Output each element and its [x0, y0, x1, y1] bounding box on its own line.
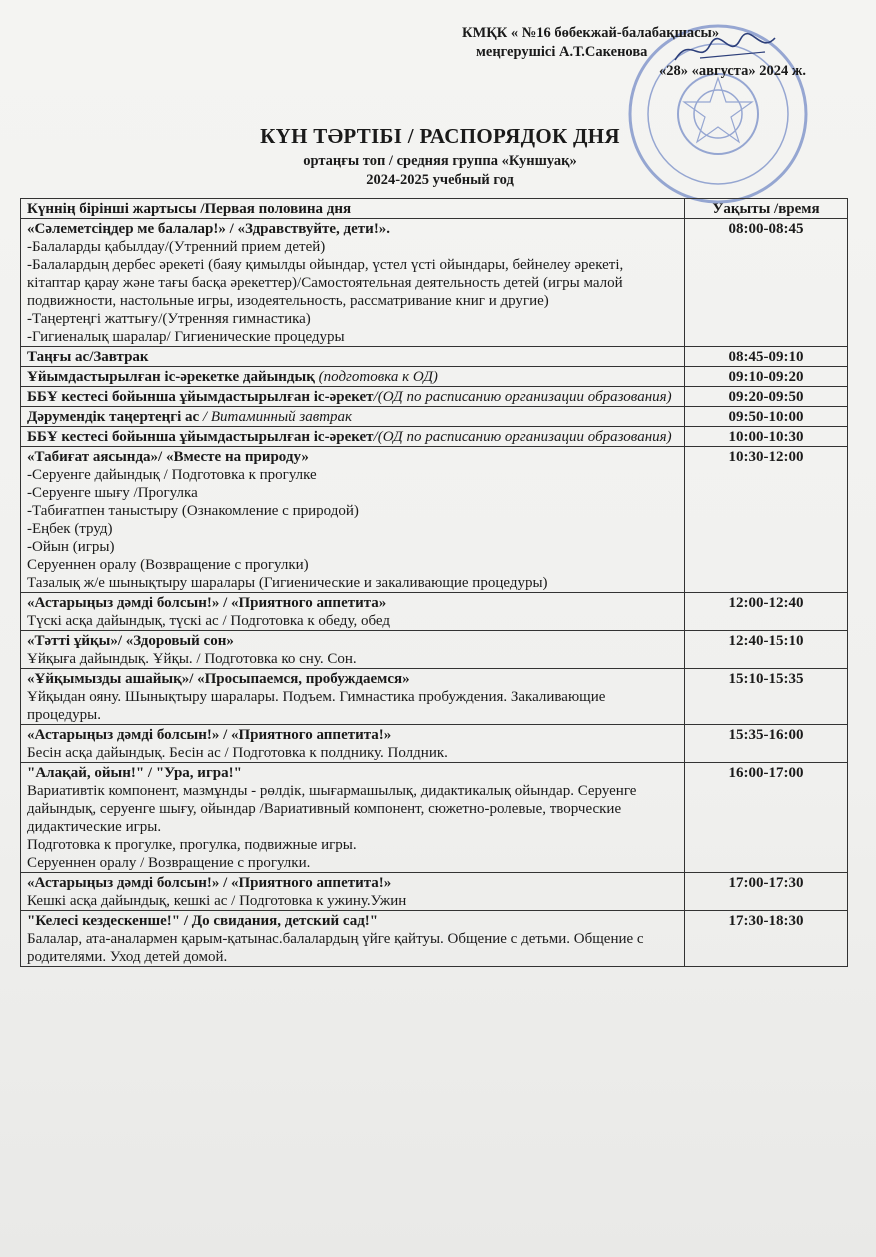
- table-row: [21, 219, 848, 347]
- activity-cell: [21, 763, 685, 873]
- activity-heading: ББҰ кестесі бойынша ұйымдастырылған іс-әрекет: [27, 389, 374, 405]
- approval-org: КМҚК « №16 бөбекжай-балабақшасы»: [462, 25, 720, 41]
- table-header-row: [21, 199, 848, 219]
- activity-line: Серуеннен оралу / Возвращение с прогулки.: [27, 855, 311, 871]
- title-block: [160, 124, 720, 189]
- time-cell: 16:00-17:00: [685, 763, 848, 873]
- activity-line: -Гигиеналық шаралар/ Гигиенические процедуры: [27, 329, 345, 345]
- activity-line: Балалар, ата-аналармен қарым-қатынас.балалардың үйге қайтуы. Общение с детьми. Общение с родителями. Уход детей домой.: [27, 931, 644, 965]
- activity-line: Подготовка к прогулке, прогулка, подвижные игры.: [27, 837, 357, 853]
- schedule-rows: [21, 219, 848, 967]
- header-time: Уақыты /время: [685, 199, 848, 219]
- schedule-table: [20, 198, 848, 967]
- activity-line: -Таңертеңгі жаттығу/(Утренняя гимнастика): [27, 311, 311, 327]
- time-cell: 17:00-17:30: [685, 873, 848, 911]
- activity-line: -Балаларды қабылдау/(Утренний прием детей): [27, 239, 326, 255]
- approval-date: «28» «августа» 2024 ж.: [659, 63, 806, 79]
- activity-heading: Таңғы ас/Завтрак: [27, 349, 149, 365]
- activity-heading-note: /(ОД по расписанию организации образования): [373, 429, 672, 445]
- time-cell: 08:45-09:10: [685, 347, 848, 367]
- activity-heading: «Ұйқымызды ашайық»/ «Просыпаемся, пробуждаемся»: [27, 671, 410, 687]
- table-row: [21, 873, 848, 911]
- activity-heading: «Астарыңыз дәмді болсын!» / «Приятного аппетита!»: [27, 875, 392, 891]
- group-subtitle: ортаңғы топ / средняя группа «Куншуақ»: [303, 153, 577, 169]
- activity-cell: [21, 367, 685, 387]
- table-row: [21, 387, 848, 407]
- activity-cell: [21, 427, 685, 447]
- activity-cell: [21, 873, 685, 911]
- activity-cell: [21, 725, 685, 763]
- activity-heading-note: / Витаминный завтрак: [199, 409, 353, 425]
- activity-cell: [21, 347, 685, 367]
- table-row: [21, 631, 848, 669]
- approval-block: [462, 24, 812, 81]
- activity-line: Вариативтік компонент, мазмұнды - рөлдік, шығармашылық, дидактикалық ойындар. Серуенге дайындық, серуенге шығу, ойындар /Вариативный компонент, сюжетно-ролевые, творческие дидактические игры.: [27, 783, 637, 835]
- time-cell: 12:40-15:10: [685, 631, 848, 669]
- time-cell: 15:10-15:35: [685, 669, 848, 725]
- time-cell: 09:20-09:50: [685, 387, 848, 407]
- activity-heading: "Келесі кездескенше!" / До свидания, детский сад!": [27, 913, 379, 929]
- activity-cell: [21, 669, 685, 725]
- activity-cell: [21, 631, 685, 669]
- activity-cell: [21, 447, 685, 593]
- activity-cell: [21, 911, 685, 967]
- activity-line: Ұйқыдан ояну. Шынықтыру шаралары. Подъем. Гимнастика пробуждения. Закаливающие процедуры.: [27, 689, 606, 723]
- time-cell: 10:30-12:00: [685, 447, 848, 593]
- table-row: [21, 725, 848, 763]
- time-cell: 09:50-10:00: [685, 407, 848, 427]
- activity-line: Бесін асқа дайындық. Бесін ас / Подготовка к полднику. Полдник.: [27, 745, 448, 761]
- table-row: [21, 763, 848, 873]
- table-row: [21, 447, 848, 593]
- table-row: [21, 407, 848, 427]
- activity-heading: Дәрумендік таңертеңгі ас: [27, 409, 200, 425]
- activity-line: Түскі асқа дайындық, түскі ас / Подготовка к обеду, обед: [27, 613, 390, 629]
- time-cell: 10:00-10:30: [685, 427, 848, 447]
- activity-line: -Ойын (игры): [27, 539, 115, 555]
- activity-cell: [21, 593, 685, 631]
- activity-line: Серуеннен оралу (Возвращение с прогулки): [27, 557, 309, 573]
- activity-line: -Балалардың дербес әрекеті (баяу қимылды ойындар, үстел үсті ойындары, бейнелеу әрекеті, кітаптар қарау және тағы басқа әрекеттер)/Самостоятельная деятельность детей (игры малой подвижности, настольные игры, изодеятельность, рассматривание книг и другие): [27, 257, 624, 309]
- time-cell: 15:35-16:00: [685, 725, 848, 763]
- activity-line: Тазалық ж/е шынықтыру шаралары (Гигиенические и закаливающие процедуры): [27, 575, 548, 591]
- activity-line: -Серуенге шығу /Прогулка: [27, 485, 198, 501]
- time-cell: 09:10-09:20: [685, 367, 848, 387]
- activity-heading: Ұйымдастырылған іс-әрекетке дайындық: [27, 369, 315, 385]
- approval-head: меңгерушісі А.Т.Сакенова: [476, 44, 648, 60]
- activity-heading: ББҰ кестесі бойынша ұйымдастырылған іс-әрекет: [27, 429, 374, 445]
- activity-cell: [21, 407, 685, 427]
- table-row: [21, 347, 848, 367]
- page-title: КҮН ТӘРТІБІ / РАСПОРЯДОК ДНЯ: [260, 124, 620, 148]
- activity-cell: [21, 219, 685, 347]
- activity-line: Кешкі асқа дайындық, кешкі ас / Подготовка к ужину.Ужин: [27, 893, 407, 909]
- activity-line: Ұйқыға дайындық. Ұйқы. / Подготовка ко сну. Сон.: [27, 651, 357, 667]
- table-row: [21, 427, 848, 447]
- table-row: [21, 669, 848, 725]
- activity-heading: «Астарыңыз дәмді болсын!» / «Приятного аппетита»: [27, 595, 387, 611]
- activity-line: -Серуенге дайындық / Подготовка к прогулке: [27, 467, 317, 483]
- time-cell: 08:00-08:45: [685, 219, 848, 347]
- activity-heading: "Алақай, ойын!" / "Ура, игра!": [27, 765, 242, 781]
- activity-heading: «Табиғат аясында»/ «Вместе на природу»: [27, 449, 309, 465]
- activity-cell: [21, 387, 685, 407]
- table-row: [21, 593, 848, 631]
- time-cell: 12:00-12:40: [685, 593, 848, 631]
- academic-year: 2024-2025 учебный год: [366, 172, 514, 188]
- activity-line: -Табиғатпен таныстыру (Ознакомление с природой): [27, 503, 359, 519]
- table-row: [21, 911, 848, 967]
- activity-heading-note: (подготовка к ОД): [314, 369, 438, 385]
- activity-heading: «Сәлеметсіңдер ме балалар!» / «Здравствуйте, дети!».: [27, 221, 391, 237]
- activity-line: -Еңбек (труд): [27, 521, 113, 537]
- time-cell: 17:30-18:30: [685, 911, 848, 967]
- activity-heading: «Астарыңыз дәмді болсын!» / «Приятного аппетита!»: [27, 727, 392, 743]
- activity-heading: «Тәтті ұйқы»/ «Здоровый сон»: [27, 633, 234, 649]
- header-activity: Күннің бірінші жартысы /Первая половина дня: [21, 199, 685, 219]
- activity-heading-note: /(ОД по расписанию организации образования): [373, 389, 672, 405]
- table-row: [21, 367, 848, 387]
